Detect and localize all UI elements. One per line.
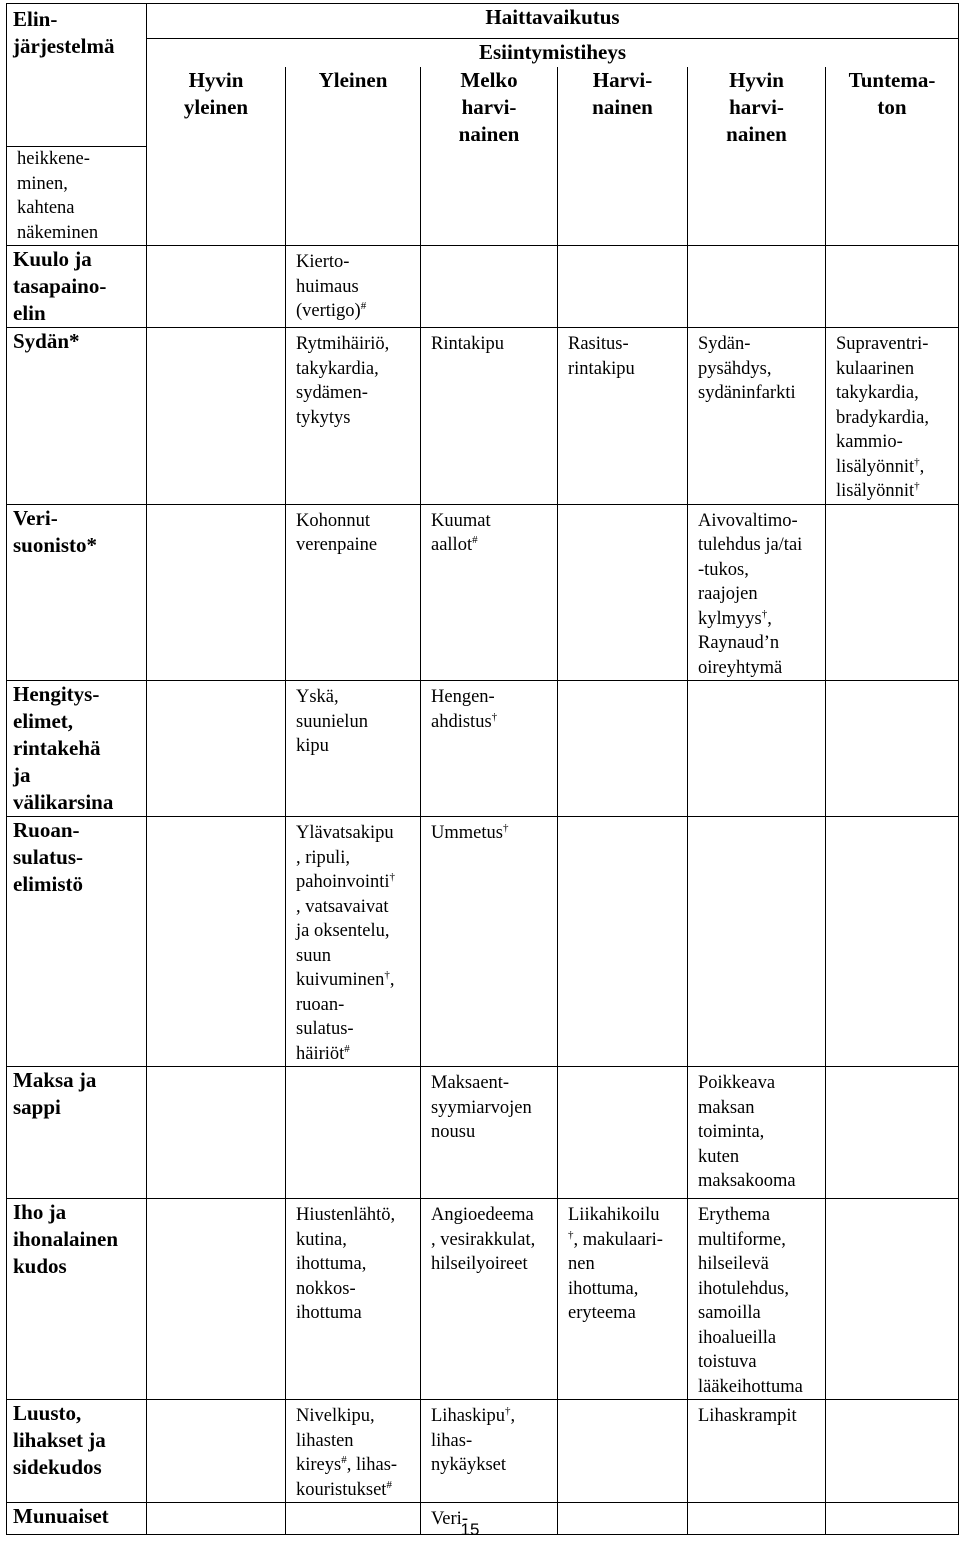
header-freq-rare: Harvi- nainen — [558, 67, 688, 147]
effect-cell-very-common — [147, 681, 286, 817]
organ-system-label: Ruoan- sulatus- elimistö — [7, 817, 147, 1067]
effect-cell-common: Yskä, suunielun kipu — [286, 681, 421, 817]
effect-cell-uncommon: Rintakipu — [421, 328, 558, 505]
effect-cell-rare — [558, 681, 688, 817]
effect-cell-very-rare — [688, 681, 826, 817]
header-freq-very-common: Hyvin yleinen — [147, 67, 286, 246]
effect-cell-very-common — [147, 246, 286, 328]
effect-cell-unknown — [826, 817, 959, 1067]
organ-system-label: Veri- suonisto* — [7, 504, 147, 681]
table-row — [7, 1400, 959, 1503]
header-haittavaikutus: Haittavaikutus — [147, 4, 959, 39]
effect-cell-uncommon — [421, 246, 558, 328]
header-esiintymistiheys: Esiintymistiheys — [147, 39, 959, 67]
table-row — [7, 246, 959, 328]
effect-cell-rare — [558, 1400, 688, 1503]
effect-cell-rare — [558, 817, 688, 1067]
effect-cell-rare — [558, 504, 688, 681]
carryover-rare-cell: heikkene- minen, kahtena näkeminen — [7, 147, 147, 246]
header-freq-unknown: Tuntema- ton — [826, 67, 959, 246]
effect-cell-uncommon: Angioedeema , vesirakkulat, hilseilyoireet — [421, 1199, 558, 1400]
effect-cell-very-common — [147, 817, 286, 1067]
organ-system-label: Kuulo ja tasapaino- elin — [7, 246, 147, 328]
effect-cell-very-rare: Aivovaltimo- tulehdus ja/tai -tukos, raajojen kylmyys†, Raynaud’n oireyhtymä — [688, 504, 826, 681]
effect-cell-rare: Liikahikoilu †, makulaari- nen ihottuma, eryteema — [558, 1199, 688, 1400]
effect-cell-very-rare — [688, 246, 826, 328]
effect-cell-common: Ylävatsakipu , ripuli, pahoinvointi† , vatsavaivat ja oksentelu, suun kuivuminen†, ruoan- sulatus- häiriöt# — [286, 817, 421, 1067]
organ-system-label: Munuaiset — [7, 1503, 147, 1535]
effect-cell-rare: Rasitus- rintakipu — [558, 328, 688, 505]
page-number: 15 — [460, 1520, 480, 1539]
table-row — [7, 328, 959, 505]
organ-system-label: Hengitys- elimet, rintakehä ja välikarsina — [7, 681, 147, 817]
effect-cell-common: Hiustenlähtö, kutina, ihottuma, nokkos- ihottuma — [286, 1199, 421, 1400]
effect-cell-very-rare: Erythema multiforme, hilseilevä ihotulehdus, samoilla ihoalueilla toistuva lääkeihottuma — [688, 1199, 826, 1400]
effect-cell-very-common — [147, 504, 286, 681]
effect-cell-uncommon: Ummetus† — [421, 817, 558, 1067]
effect-cell-very-rare: Lihaskrampit — [688, 1400, 826, 1503]
effect-cell-very-common — [147, 328, 286, 505]
effect-cell-rare — [558, 1067, 688, 1199]
header-organ-system: Elin- järjestelmä — [7, 4, 147, 147]
organ-system-label: Maksa ja sappi — [7, 1067, 147, 1199]
effect-cell-uncommon: Lihaskipu†, lihas- nykäykset — [421, 1400, 558, 1503]
organ-system-label: Iho ja ihonalainen kudos — [7, 1199, 147, 1400]
effect-cell-very-common — [147, 1067, 286, 1199]
adverse-effects-table — [6, 3, 959, 1535]
effect-cell-common: Kierto- huimaus (vertigo)# — [286, 246, 421, 328]
effect-cell-common: Nivelkipu, lihasten kireys#, lihas- kouristukset# — [286, 1400, 421, 1503]
effect-cell-very-common — [147, 1503, 286, 1535]
effect-cell-common — [286, 1503, 421, 1535]
effect-cell-uncommon: Hengen- ahdistus† — [421, 681, 558, 817]
table-row — [7, 1199, 959, 1400]
organ-system-label: Sydän* — [7, 328, 147, 505]
table-row — [7, 1067, 959, 1199]
organ-system-label: Luusto, lihakset ja sidekudos — [7, 1400, 147, 1503]
effect-cell-unknown — [826, 681, 959, 817]
effect-cell-very-rare: Sydän- pysähdys, sydäninfarkti — [688, 328, 826, 505]
header-freq-very-rare: Hyvin harvi- nainen — [688, 67, 826, 246]
effect-cell-unknown — [826, 1199, 959, 1400]
header-freq-common: Yleinen — [286, 67, 421, 246]
effect-cell-common: Rytmihäiriö, takykardia, sydämen- tykytys — [286, 328, 421, 505]
effect-cell-common: Kohonnut verenpaine — [286, 504, 421, 681]
effect-cell-unknown: Supraventri- kulaarinen takykardia, bradykardia, kammio- lisälyönnit†, lisälyönnit† — [826, 328, 959, 505]
effect-cell-very-rare — [688, 817, 826, 1067]
effect-cell-uncommon: Veri- — [421, 1503, 558, 1535]
effect-cell-uncommon: Maksaent- syymiarvojen nousu — [421, 1067, 558, 1199]
table-row — [7, 681, 959, 817]
effect-cell-unknown — [826, 1400, 959, 1503]
table-row — [7, 817, 959, 1067]
effect-cell-unknown — [826, 1503, 959, 1535]
effect-cell-very-common — [147, 1400, 286, 1503]
effect-cell-rare — [558, 1503, 688, 1535]
effect-cell-unknown — [826, 504, 959, 681]
effect-cell-very-rare — [688, 1503, 826, 1535]
effect-cell-common — [286, 1067, 421, 1199]
effect-cell-uncommon: Kuumat aallot# — [421, 504, 558, 681]
effect-cell-unknown — [826, 246, 959, 328]
effect-cell-very-common — [147, 1199, 286, 1400]
effect-cell-unknown — [826, 1067, 959, 1199]
effect-cell-rare — [558, 246, 688, 328]
table-row — [7, 504, 959, 681]
effect-cell-very-rare: Poikkeava maksan toiminta, kuten maksakooma — [688, 1067, 826, 1199]
header-freq-uncommon: Melko harvi- nainen — [421, 67, 558, 246]
